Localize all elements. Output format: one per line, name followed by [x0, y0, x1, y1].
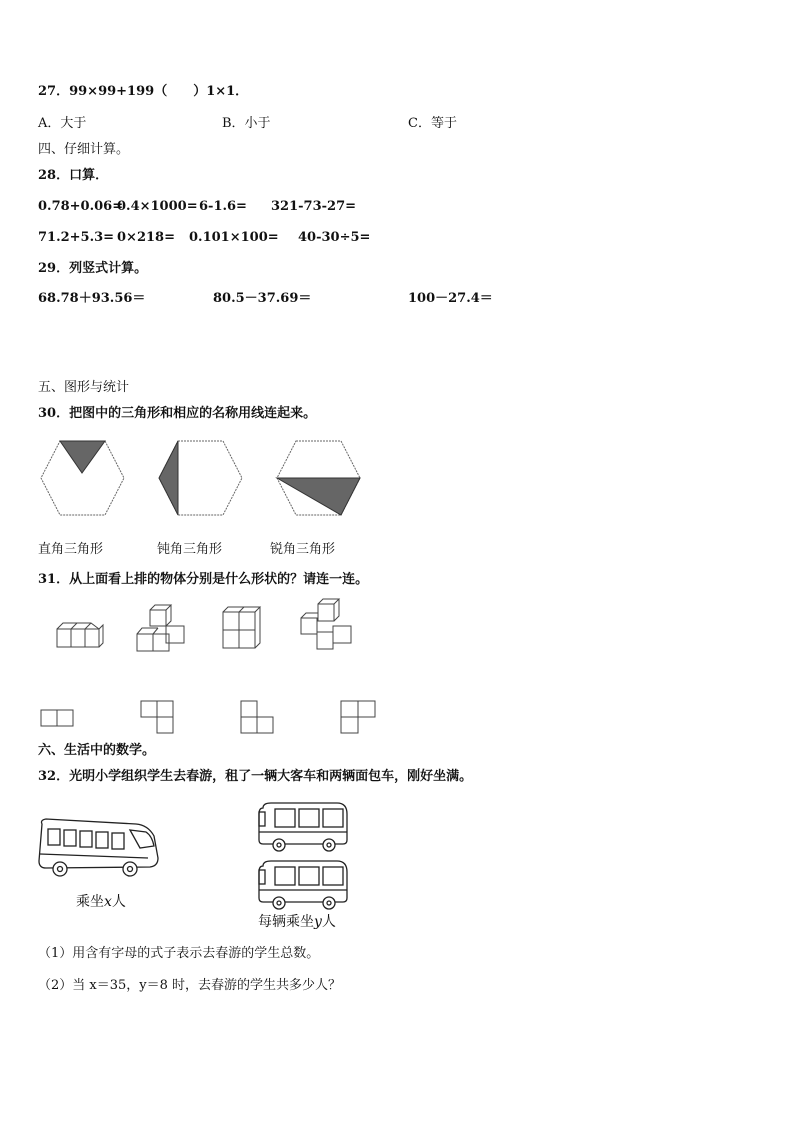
top-view-4 — [340, 700, 378, 736]
q28-item: 321-73-27= — [271, 199, 357, 214]
q31-stem: 31．从上面看上排的物体分别是什么形状的？请连一连。 — [38, 572, 369, 587]
section-6-heading: 六、生活中的数学。 — [38, 743, 156, 758]
cube-group-3 — [222, 606, 262, 652]
q32-sub2: （2）当 x＝35，y＝8 时，去春游的学生共多少人？ — [38, 978, 342, 993]
q29-stem: 29．列竖式计算。 — [38, 261, 148, 276]
q30-label: 锐角三角形 — [270, 542, 336, 557]
q28-item: 0.78+0.06= — [38, 199, 124, 214]
q28-item: 0.101×100= — [189, 230, 279, 245]
section-4-heading: 四、仔细计算。 — [38, 142, 130, 157]
cube-group-1 — [56, 616, 104, 650]
q27-option-b: B．小于 — [222, 116, 271, 131]
q27-stem: 27．99×99+199（ ）1×1． — [38, 84, 249, 99]
bus-caption: 乘坐x人 — [76, 894, 126, 910]
top-view-3 — [240, 700, 276, 736]
q32-sub1: （1）用含有字母的式子表示去春游的学生总数。 — [38, 946, 320, 961]
q27-option-a: A．大于 — [38, 116, 87, 131]
van-caption: 每辆乘坐y人 — [258, 914, 336, 930]
bus-illustration — [36, 814, 162, 884]
q28-item: 71.2+5.3= — [38, 230, 115, 245]
q28-item: 0.4×1000= — [117, 199, 198, 214]
section-5-heading: 五、图形与统计 — [38, 380, 130, 395]
top-view-2 — [140, 700, 176, 736]
q27-option-c: C．等于 — [408, 116, 457, 131]
q28-item: 0×218= — [117, 230, 175, 245]
q29-item: 80.5－37.69＝ — [213, 291, 312, 306]
q30-label: 直角三角形 — [38, 542, 104, 557]
q28-stem: 28．口算． — [38, 168, 109, 183]
top-view-1 — [40, 709, 76, 727]
hexagon-figure-2 — [156, 438, 246, 518]
van-illustration-1 — [255, 800, 351, 854]
q29-item: 100－27.4＝ — [408, 291, 493, 306]
cube-group-4 — [300, 598, 356, 652]
van-illustration-2 — [255, 858, 351, 912]
cube-group-2 — [136, 604, 188, 654]
q30-label: 钝角三角形 — [157, 542, 223, 557]
q28-item: 40-30÷5= — [298, 230, 371, 245]
q29-item: 68.78＋93.56＝ — [38, 291, 146, 306]
q32-stem: 32．光明小学组织学生去春游，租了一辆大客车和两辆面包车，刚好坐满。 — [38, 769, 473, 784]
hexagon-figure-3 — [274, 438, 364, 518]
hexagon-figure-1 — [38, 438, 128, 518]
q30-stem: 30．把图中的三角形和相应的名称用线连起来。 — [38, 406, 317, 421]
q28-item: 6-1.6= — [199, 199, 247, 214]
